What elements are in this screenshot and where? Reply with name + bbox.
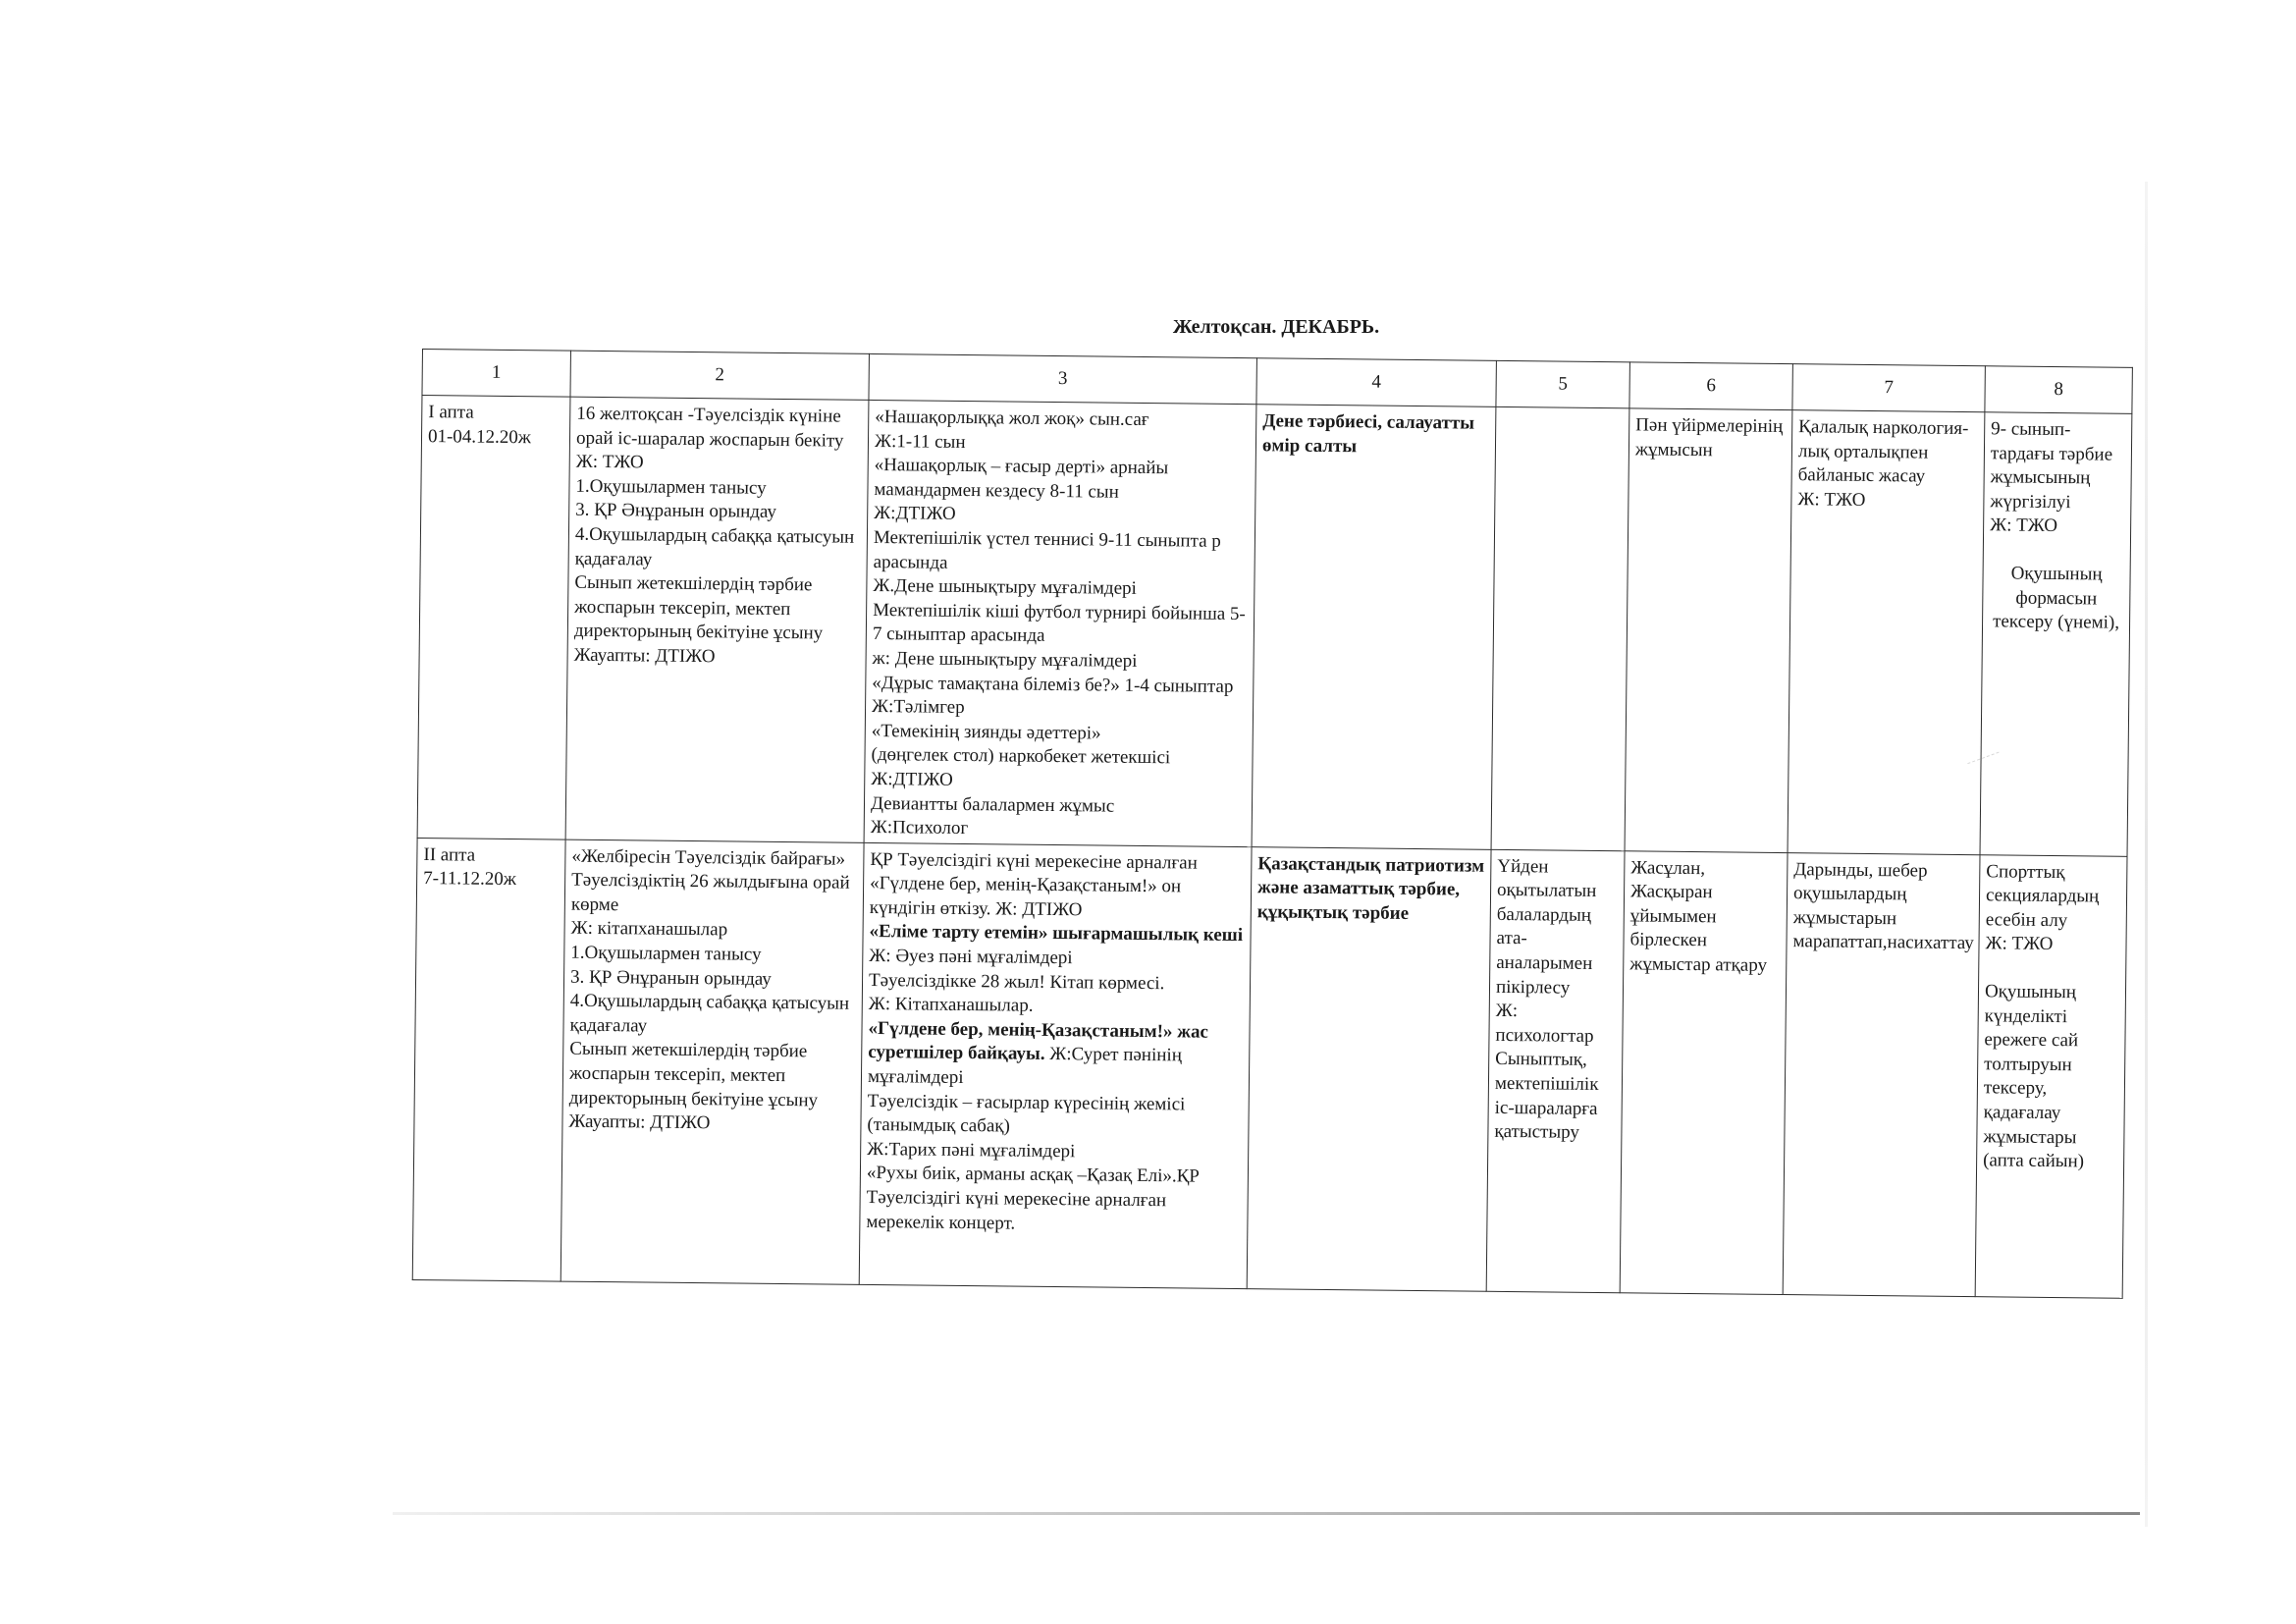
table-cell <box>1975 854 2127 1298</box>
header-cell: 8 <box>1985 366 2132 414</box>
header-cell: 3 <box>869 353 1256 404</box>
table-cell: 16 желтоқсан -Тәуелсіздік күніне орай іс-шаралар жоспарын бекіту Ж: ТЖО 1.Оқушылармен танысу 3. ҚР Әнұранын орындау 4.Оқушылардың сабаққа қатысуын қадағалау Сынып жетекшілердің тәрбие жоспарын тексеріп, мектеп директорының бекітуіне ұсыну Жауапты: ДТІЖО <box>565 397 869 842</box>
table-row <box>412 838 2127 1298</box>
cell-text: Оқушының күнделікті ережеге сай толтыруын тексеру, қадағалау жұмыстары (апта сайын) <box>1983 981 2085 1172</box>
table-cell: Жасұлан, Жасқыран ұйымымен бірлескен жұмыстар атқару <box>1620 850 1788 1294</box>
table-cell <box>1980 412 2132 856</box>
direction-cell: Қазақстандық патриотизм және азаматтық тәрбие, құқықтық тәрбие <box>1247 846 1491 1291</box>
document-title: Желтоқсан. ДЕКАБРЬ. <box>1172 316 1380 338</box>
cell-text-bold: «Гүлдене бер, менің-Қазақстаным!» жас суретшілер байқауы. <box>868 1017 1209 1065</box>
cell-text: Ж:Сурет пәнінің мұғалімдері Тәуелсіздік – ғасырлар күресінің жемісі (танымдық сабақ) Ж:Тарих пәні мұғалімдері «Рухы биік, арманы асқақ –Қазақ Елі».ҚР Тәуелсіздігі күні мерекесіне арналған мерекелік концерт. <box>866 1044 1201 1234</box>
table-cell: Қалалық наркология-лық орталықпен байланыс жасау Ж: ТЖО <box>1788 410 1985 855</box>
header-cell: 4 <box>1256 358 1496 407</box>
scan-edge-bottom <box>393 1512 2140 1515</box>
table-cell <box>1491 406 1629 850</box>
table-cell <box>859 842 1252 1288</box>
direction-cell: Дене тәрбиесі, салауатты өмір салты <box>1252 405 1496 849</box>
cell-text: 9- сынып-тардағы тәрбие жұмысының жүргізілуі Ж: ТЖО <box>1990 418 2113 537</box>
plan-table <box>412 349 2133 1298</box>
cell-text: Оқушының формасын тексеру (үнемі), <box>1993 563 2120 633</box>
header-cell: 1 <box>422 350 570 398</box>
table-row <box>417 396 2132 857</box>
cell-text: ҚР Тәуелсіздігі күні мерекесіне арналған «Гүлдене бер, менің-Қазақстаным!» он күндігін өткізу. Ж: ДТІЖО <box>869 848 1198 921</box>
header-cell: 6 <box>1629 362 1792 410</box>
cell-text-bold: «Еліме тарту етемін» шығармашылық кеші <box>869 921 1244 947</box>
table-cell: «Нашақорлыққа жол жоқ» сын.сағ Ж:1-11 сын «Нашақорлық – ғасыр дерті» арнайы мамандармен кездесу 8-11 сын Ж:ДТІЖО Мектепішілік үстел теннисі 9-11 сыныпта р арасында Ж.Дене шынықтыру мұғалімдері Мектепішілік кіші футбол турнирі бойынша 5-7 сыныптар арасында ж: Дене шынықтыру мұғалімдері «Дұрыс тамақтана білеміз бе?» 1-4 сыныптар Ж:Тәлімгер «Темекінің зиянды әдеттері» (дөңгелек стол) наркобекет жетекшісі Ж:ДТІЖО Девиантты балалармен жұмыс Ж:Психолог <box>864 400 1256 846</box>
header-cell: 7 <box>1792 364 1985 412</box>
cell-text: Спорттық секциялардың есебін алу Ж: ТЖО <box>1985 860 2100 955</box>
scan-edge <box>2145 182 2148 1527</box>
table-cell: Дарынды, шебер оқушылардың жұмыстарын марапаттап,насихаттау <box>1783 852 1980 1296</box>
header-cell: 2 <box>570 351 869 400</box>
week-cell: ІІ апта 7-11.12.20ж <box>412 838 565 1281</box>
plan-table-sheet <box>412 349 2132 1298</box>
table-cell: Үйден оқытылатын балалардың ата-аналарымен пікірлесу Ж: психологтар Сыныптық, мектепішілік іс-шараларға қатыстыру <box>1486 849 1625 1292</box>
week-cell: І апта 01-04.12.20ж <box>417 396 570 839</box>
cell-text: Ж: Әуез пәні мұғалімдері Тәуелсіздікке 28 жыл! Кітап көрмесі. Ж: Кітапханашылар. <box>868 946 1165 1017</box>
header-cell: 5 <box>1496 360 1630 407</box>
table-cell: «Желбіресін Тәуелсіздік байрағы» Тәуелсіздіктің 26 жылдығына орай көрме Ж: кітапханашылар 1.Оқушылармен танысу 3. ҚР Әнұранын орындау 4.Оқушылардың сабаққа қатысуын қадағалау Сынып жетекшілердің тәрбие жоспарын тексеріп, мектеп директорының бекітуіне ұсыну Жауапты: ДТІЖО <box>561 839 864 1284</box>
table-cell: Пән үйірмелерінің жұмысын <box>1625 408 1792 852</box>
